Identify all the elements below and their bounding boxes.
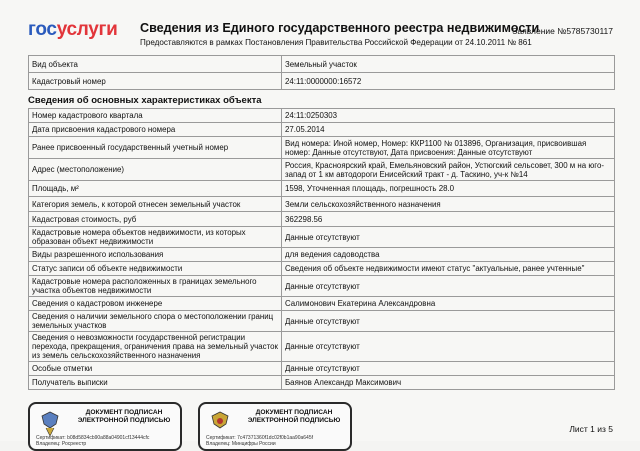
table-row: [29, 362, 615, 376]
table-row: [29, 332, 615, 362]
row-label: Кадастровые номера расположенных в границах земельного участка объектов недвижимости: [29, 276, 282, 297]
row-label: Статус записи об объекте недвижимости: [29, 262, 282, 276]
row-value: 24:11:0250303: [282, 109, 615, 123]
row-label: Вид объекта: [29, 56, 282, 73]
signature-stamp: [198, 402, 352, 451]
section-title: Сведения об основных характеристиках объекта: [28, 95, 262, 106]
row-label: Виды разрешенного использования: [29, 248, 282, 262]
row-value: Баянов Александр Максимович: [282, 376, 615, 390]
stamp-owner: Владелец: Росреестр: [36, 441, 87, 447]
stamp-certificate: Сертификат: 7c47371360f1dc02f0b1aa90a645f: [206, 435, 313, 441]
table-row: [29, 109, 615, 123]
signature-stamp: [28, 402, 182, 451]
table-row: [29, 159, 615, 181]
row-value: 1598, Уточненная площадь, погрешность 28.0: [282, 181, 615, 197]
coat-of-arms-icon: [38, 410, 62, 438]
page-number: Лист 1 из 5: [569, 424, 613, 434]
table-row: [29, 248, 615, 262]
table-row: [29, 212, 615, 227]
row-label: Сведения о кадастровом инженере: [29, 297, 282, 311]
statement-number: Заявление №5785730117: [512, 26, 613, 36]
row-value: для ведения садоводства: [282, 248, 615, 262]
row-value: Россия, Красноярский край, Емельяновский район, Устюгский сельсовет, 300 м на юго-запад от 1 км автодороги Енисейский тракт - д. Таскино, уч-к №14: [282, 159, 615, 181]
stamp-certificate: Сертификат: b08d5834cb90a88a04901cf13444cfc: [36, 435, 150, 441]
stamp-text: ДОКУМЕНТ ПОДПИСАН ЭЛЕКТРОННОЙ ПОДПИСЬЮ: [77, 409, 171, 424]
row-value: Данные отсутствуют: [282, 276, 615, 297]
table-row: [29, 376, 615, 390]
row-value: Данные отсутствуют: [282, 227, 615, 248]
object-table: [28, 55, 615, 90]
table-row: [29, 123, 615, 137]
row-value: Данные отсутствуют: [282, 332, 615, 362]
row-label: Дата присвоения кадастрового номера: [29, 123, 282, 137]
table-row: [29, 197, 615, 212]
table-row: [29, 276, 615, 297]
row-value: Вид номера: Иной номер, Номер: ККР1100 № 013896, Организация, присвоившая номер: Данные отсутствуют, Дата присвоения: Данные отсутствуют: [282, 137, 615, 159]
document-subtitle: Предоставляются в рамках Постановления Правительства Российской Федерации от 24.10.2011 № 861: [140, 38, 532, 47]
row-label: Получатель выписки: [29, 376, 282, 390]
row-label: Кадастровая стоимость, руб: [29, 212, 282, 227]
row-label: Площадь, м²: [29, 181, 282, 197]
row-label: Адрес (местоположение): [29, 159, 282, 181]
characteristics-table: [28, 108, 615, 390]
row-value: Данные отсутствуют: [282, 311, 615, 332]
row-label: Кадастровый номер: [29, 73, 282, 90]
table-row: [29, 73, 615, 90]
table-row: [29, 137, 615, 159]
row-value: 27.05.2014: [282, 123, 615, 137]
table-row: [29, 227, 615, 248]
row-label: Кадастровые номера объектов недвижимости, из которых образован объект недвижимости: [29, 227, 282, 248]
row-label: Номер кадастрового квартала: [29, 109, 282, 123]
row-label: Сведения о наличии земельного спора о местоположении границ земельных участков: [29, 311, 282, 332]
table-row: [29, 56, 615, 73]
table-row: [29, 181, 615, 197]
row-value: 24:11:0000000:16572: [282, 73, 615, 90]
table-row: [29, 262, 615, 276]
row-value: 362298.56: [282, 212, 615, 227]
row-value: Сведения об объекте недвижимости имеют статус "актуальные, ранее учтенные": [282, 262, 615, 276]
stamp-text: ДОКУМЕНТ ПОДПИСАН ЭЛЕКТРОННОЙ ПОДПИСЬЮ: [247, 409, 341, 424]
row-label: Особые отметки: [29, 362, 282, 376]
coat-of-arms-icon: [208, 410, 232, 438]
table-row: [29, 297, 615, 311]
table-row: [29, 311, 615, 332]
row-label: Категория земель, к которой отнесен земельный участок: [29, 197, 282, 212]
row-value: Салимонович Екатерина Александровна: [282, 297, 615, 311]
row-label: Ранее присвоенный государственный учетный номер: [29, 137, 282, 159]
row-value: Данные отсутствуют: [282, 362, 615, 376]
row-value: Земельный участок: [282, 56, 615, 73]
row-label: Сведения о невозможности государственной регистрации перехода, прекращения, ограничения права на земельный участок из земель сельскохозяйственного назначения: [29, 332, 282, 362]
row-value: Земли сельскохозяйственного назначения: [282, 197, 615, 212]
gosuslugi-logo: госуслуги: [28, 19, 118, 40]
document-title: Сведения из Единого государственного реестра недвижимости: [140, 21, 540, 35]
stamp-owner: Владелец: Минцифры России: [206, 441, 276, 447]
